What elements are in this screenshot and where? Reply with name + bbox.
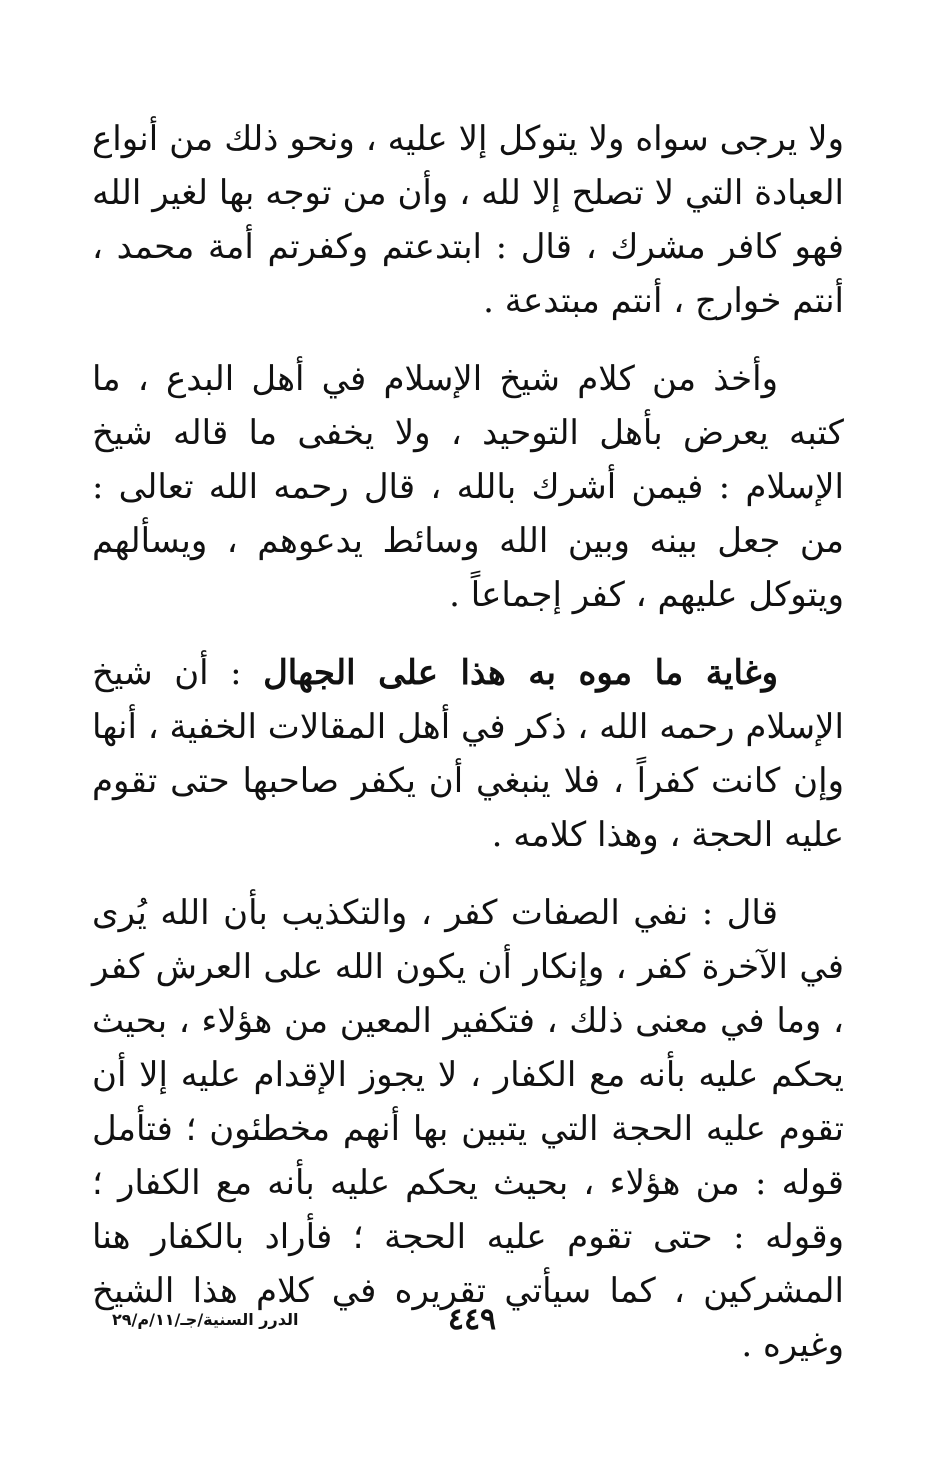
page-number: ٤٤٩ (447, 1302, 497, 1337)
paragraph-1 (92, 112, 844, 328)
page-footer (92, 1300, 844, 1340)
page-body (92, 112, 844, 1396)
paragraph-1-text: ولا يرجى سواه ولا يتوكل إلا عليه ، ونحو ذلك من أنواع العبادة التي لا تصلح إلا لله ، وأن من توجه بها لغير الله فهو كافر مشرك ، قال : ابتدعتم وكفرتم أمة محمد ، أنتم خوارج ، أنتم مبتدعة . (92, 119, 844, 321)
paragraph-2-text: وأخذ من كلام شيخ الإسلام في أهل البدع ، ما كتبه يعرض بأهل التوحيد ، ولا يخفى ما قاله شيخ الإسلام : فيمن أشرك بالله ، قال رحمه الله تعالى : من جعل بينه وبين الله وسائط يدعوهم ، ويسألهم ويتوكل عليهم ، كفر إجماعاً . (92, 359, 844, 615)
paragraph-3-lead: وغاية ما موه به هذا على الجهال (263, 653, 778, 693)
footer-reference: الدرر السنية/جـ/١١/م/٢٩ (112, 1310, 299, 1329)
paragraph-2 (92, 352, 844, 622)
paragraph-3 (92, 646, 844, 862)
paragraph-4-text: قال : نفي الصفات كفر ، والتكذيب بأن الله يُرى في الآخرة كفر ، وإنكار أن يكون الله على العرش كفر ، وما في معنى ذلك ، فتكفير المعين من هؤلاء ، بحيث يحكم عليه بأنه مع الكفار ، لا يجوز الإقدام عليه إلا أن تقوم عليه الحجة التي يتبين بها أنهم مخطئون ؛ فتأمل قوله : من هؤلاء ، بحيث يحكم عليه بأنه مع الكفار ؛ وقوله : حتى تقوم عليه الحجة ؛ فأراد بالكفار هنا المشركين ، كما سيأتي تقريره في كلام هذا الشيخ وغيره . (92, 893, 844, 1365)
paragraph-3-text: : أن شيخ الإسلام رحمه الله ، ذكر في أهل المقالات الخفية ، أنها وإن كانت كفراً ، فلا ينبغي أن يكفر صاحبها حتى تقوم عليه الحجة ، وهذا كلامه . (92, 653, 844, 855)
